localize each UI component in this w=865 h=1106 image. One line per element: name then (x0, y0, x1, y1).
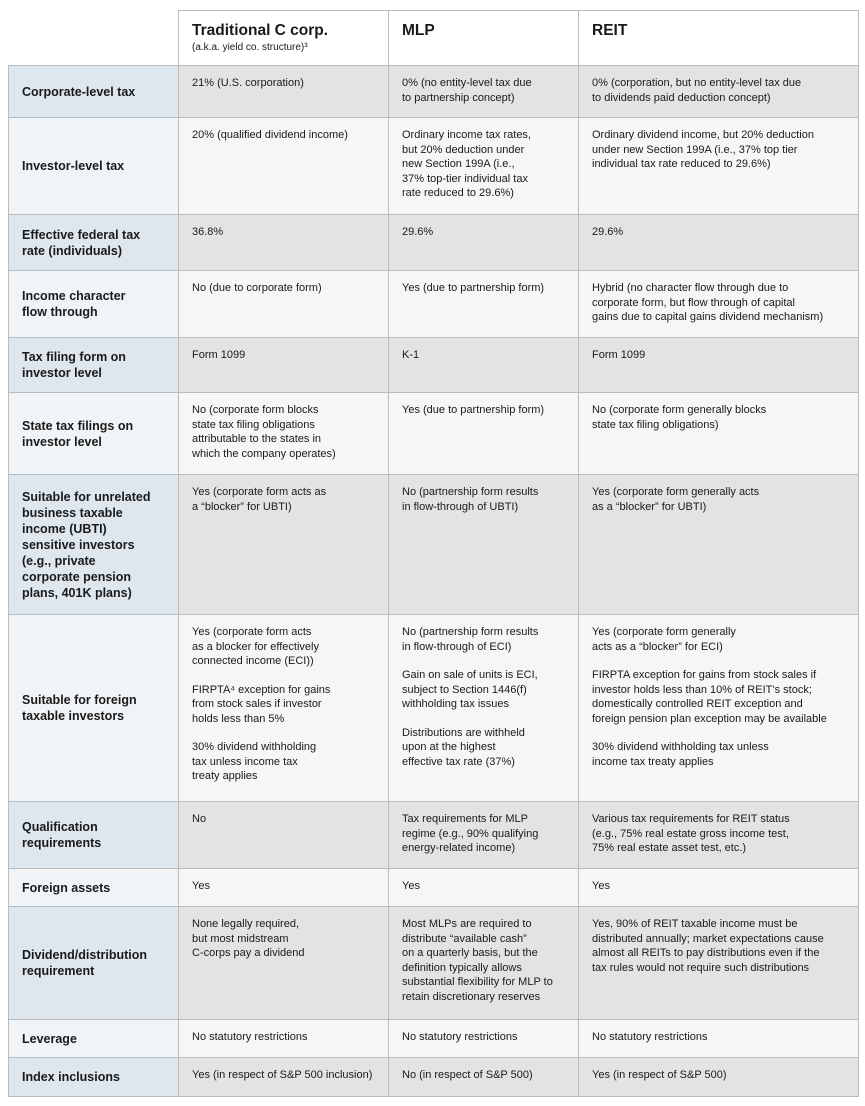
cell-paragraph (402, 225, 570, 240)
cell-paragraph (402, 812, 570, 856)
cell-text-line: tax rules would not require such distributions (592, 961, 810, 974)
reit-cell (579, 66, 859, 118)
cell-text-line: under new Section 199A (i.e., 37% top tier (592, 143, 798, 156)
cell-text-line: 29.6% (402, 226, 434, 238)
header-row (9, 11, 859, 66)
c-corp-cell (179, 66, 389, 118)
cell-text-line: domestically controlled REIT exception and (592, 698, 803, 710)
c-corp-cell (179, 615, 389, 802)
row-label (9, 1058, 179, 1097)
cell-paragraph (192, 1030, 380, 1045)
cell-text-line: Hybrid (no character flow through due to (592, 282, 789, 294)
reit-cell (579, 393, 859, 475)
row-label-line: income (UBTI) (22, 521, 107, 536)
cell-text-line: treaty applies (192, 770, 258, 782)
cell-text-line: distribute “available cash” (402, 932, 527, 945)
cell-text-line: 0% (no entity-level tax due (402, 77, 532, 89)
cell-text-line: subject to Section 1446(f) (402, 683, 527, 696)
reit-cell (579, 1020, 859, 1058)
row-label (9, 475, 179, 615)
cell-text-line: Distributions are withheld (402, 726, 525, 739)
row-label-line: Investor-level tax (22, 159, 125, 173)
cell-text-line: in flow-through of ECI) (402, 640, 512, 653)
cell-text-line: gains due to capital gains dividend mechanism) (592, 311, 824, 323)
table-row (9, 338, 859, 393)
c-corp-cell (179, 1058, 389, 1097)
cell-paragraph (402, 1030, 570, 1045)
cell-text-line: but 20% deduction under (402, 143, 525, 156)
c-corp-cell (179, 118, 389, 215)
mlp-cell (389, 615, 579, 802)
cell-text-line: K-1 (402, 349, 420, 361)
cell-paragraph (192, 1068, 380, 1083)
c-corp-cell (179, 802, 389, 869)
cell-paragraph (592, 917, 850, 975)
cell-text-line: FIRPTA exception for gains from stock sales if (592, 669, 817, 681)
mlp-cell (389, 1020, 579, 1058)
cell-paragraph (402, 348, 570, 363)
row-label (9, 66, 179, 118)
mlp-cell (389, 271, 579, 338)
cell-paragraph (192, 683, 380, 727)
cell-text-line: income tax treaty applies (592, 755, 714, 768)
row-label-line: Index inclusions (22, 1070, 120, 1084)
cell-text-line: effective tax rate (37%) (402, 755, 515, 768)
c-corp-cell (179, 869, 389, 907)
table-row (9, 475, 859, 615)
cell-text-line: None legally required, (192, 918, 300, 930)
cell-text-line: Yes (192, 880, 210, 892)
cell-text-line: Ordinary dividend income, but 20% deduction (592, 129, 814, 141)
cell-text-line: No statutory restrictions (402, 1031, 518, 1043)
header-c-corp (179, 11, 389, 66)
cell-text-line: Gain on sale of units is ECI, (402, 669, 538, 681)
cell-text-line: No (192, 813, 207, 825)
cell-text-line: C-corps pay a dividend (192, 947, 305, 959)
cell-text-line: attributable to the states in (192, 433, 322, 445)
cell-text-line: state tax filing obligations (192, 418, 315, 431)
cell-text-line: Yes (in respect of S&P 500) (592, 1069, 727, 1081)
cell-text-line: No (in respect of S&P 500) (402, 1069, 533, 1081)
mlp-cell (389, 118, 579, 215)
reit-cell (579, 907, 859, 1020)
cell-paragraph (592, 625, 850, 654)
cell-text-line: regime (e.g., 90% qualifying (402, 827, 539, 840)
cell-paragraph (592, 879, 850, 894)
cell-text-line: No (corporate form generally blocks (592, 404, 767, 416)
cell-text-line: new Section 199A (i.e., (402, 158, 515, 170)
table-row (9, 215, 859, 271)
mlp-cell (389, 66, 579, 118)
cell-paragraph (592, 128, 850, 172)
table-row (9, 393, 859, 475)
cell-text-line: corporate form, but flow through of capital (592, 296, 795, 309)
row-label-line: Corporate-level tax (22, 84, 136, 99)
cell-paragraph (402, 726, 570, 770)
cell-text-line: 37% top-tier individual tax (402, 172, 528, 185)
row-label (9, 215, 179, 271)
cell-text-line: holds less than 5% (192, 712, 285, 725)
row-label (9, 615, 179, 802)
mlp-cell (389, 215, 579, 271)
cell-paragraph (402, 1068, 570, 1083)
row-label-line: Foreign assets (22, 880, 111, 895)
cell-text-line: which the company operates) (192, 447, 336, 460)
c-corp-cell (179, 338, 389, 393)
cell-text-line: Form 1099 (592, 349, 646, 361)
cell-paragraph (592, 740, 850, 769)
cell-text-line: No (partnership form results (402, 486, 539, 498)
cell-text-line: Ordinary income tax rates, (402, 129, 531, 141)
row-label-line: Suitable for unrelated (22, 489, 151, 504)
cell-paragraph (592, 1030, 850, 1045)
cell-paragraph (192, 403, 380, 461)
c-corp-cell (179, 393, 389, 475)
row-label (9, 869, 179, 907)
row-label-line: requirement (22, 964, 95, 978)
cell-text-line: but most midstream (192, 932, 289, 945)
c-corp-cell (179, 1020, 389, 1058)
c-corp-cell (179, 907, 389, 1020)
cell-text-line: No (partnership form results (402, 626, 539, 638)
table-row (9, 615, 859, 802)
cell-text-line: as a blocker for effectively (192, 640, 319, 653)
cell-text-line: Yes, 90% of REIT taxable income must be (592, 918, 798, 930)
reit-cell (579, 271, 859, 338)
cell-text-line: Various tax requirements for REIT status (592, 813, 790, 825)
cell-text-line: 75% real estate asset test, etc.) (592, 842, 747, 854)
cell-paragraph (192, 76, 380, 91)
cell-text-line: connected income (ECI)) (192, 655, 314, 667)
cell-text-line: foreign pension plan exception may be available (592, 712, 827, 725)
row-label (9, 271, 179, 338)
cell-text-line: 21% (U.S. corporation) (192, 77, 304, 89)
cell-text-line: 20% (qualified dividend income) (192, 129, 348, 141)
cell-paragraph (402, 128, 570, 201)
cell-paragraph (402, 625, 570, 654)
cell-text-line: definition typically allows (402, 961, 522, 974)
reit-cell (579, 1058, 859, 1097)
cell-paragraph (592, 76, 850, 105)
cell-text-line: tax unless income tax (192, 755, 298, 768)
cell-text-line: 30% dividend withholding tax unless (592, 741, 769, 753)
header-c-corp-title: Traditional C corp. (192, 22, 329, 39)
row-label (9, 393, 179, 475)
table-body (9, 66, 859, 1097)
cell-text-line: No statutory restrictions (592, 1031, 708, 1043)
cell-paragraph (192, 485, 380, 514)
row-label (9, 1020, 179, 1058)
table-row (9, 66, 859, 118)
row-label-line: State tax filings on (22, 418, 134, 433)
cell-text-line: 36.8% (192, 226, 224, 238)
cell-text-line: FIRPTA⁴ exception for gains (192, 683, 331, 696)
cell-text-line: investor holds less than 10% of REIT’s stock; (592, 683, 812, 696)
cell-text-line: Most MLPs are required to (402, 918, 532, 930)
cell-text-line: 29.6% (592, 226, 624, 238)
cell-text-line: almost all REITs to pay distributions even if the (592, 947, 820, 959)
row-label (9, 338, 179, 393)
row-label-line: plans, 401K plans) (22, 585, 132, 600)
cell-paragraph (592, 281, 850, 325)
cell-paragraph (192, 812, 380, 827)
cell-text-line: as a “blocker” for UBTI) (592, 500, 707, 513)
cell-paragraph (402, 668, 570, 712)
cell-text-line: Form 1099 (192, 349, 246, 361)
cell-text-line: state tax filing obligations) (592, 418, 719, 431)
cell-paragraph (192, 225, 380, 240)
row-label-line: Suitable for foreign (22, 693, 137, 707)
row-label-line: corporate pension (22, 569, 132, 584)
c-corp-cell (179, 271, 389, 338)
cell-text-line: Yes (402, 880, 420, 892)
cell-text-line: Yes (in respect of S&P 500 inclusion) (192, 1069, 373, 1081)
row-label-line: sensitive investors (22, 537, 135, 552)
cell-text-line: individual tax rate reduced to 29.6%) (592, 158, 771, 170)
row-label-line: Dividend/distribution (22, 948, 147, 962)
mlp-cell (389, 869, 579, 907)
cell-paragraph (592, 1068, 850, 1083)
table-row (9, 869, 859, 907)
header-mlp (389, 11, 579, 66)
row-label-line: (e.g., private (22, 553, 96, 568)
cell-text-line: to dividends paid deduction concept) (592, 91, 771, 104)
cell-text-line: substantial flexibility for MLP to (402, 976, 553, 988)
cell-text-line: Yes (due to partnership form) (402, 404, 545, 416)
cell-text-line: No statutory restrictions (192, 1031, 308, 1043)
reit-cell (579, 215, 859, 271)
reit-cell (579, 802, 859, 869)
cell-paragraph (192, 917, 380, 961)
cell-text-line: in flow-through of UBTI) (402, 500, 519, 513)
row-label (9, 907, 179, 1020)
reit-cell (579, 475, 859, 615)
cell-paragraph (592, 348, 850, 363)
row-label-line: Tax filing form on (22, 350, 126, 364)
tax-comparison-table (8, 10, 859, 1097)
cell-text-line: (e.g., 75% real estate gross income test, (592, 827, 789, 840)
header-reit (579, 11, 859, 66)
cell-paragraph (192, 879, 380, 894)
cell-paragraph (592, 668, 850, 726)
cell-text-line: Yes (due to partnership form) (402, 282, 545, 294)
cell-paragraph (402, 76, 570, 105)
header-c-corp-subtitle: (a.k.a. yield co. structure)³ (192, 42, 308, 53)
row-label (9, 118, 179, 215)
cell-paragraph (592, 225, 850, 240)
row-label-line: requirements (22, 836, 102, 850)
cell-text-line: retain discretionary reserves (402, 990, 541, 1003)
mlp-cell (389, 802, 579, 869)
cell-paragraph (192, 625, 380, 669)
cell-text-line: withholding tax issues (402, 698, 510, 710)
cell-text-line: 0% (corporation, but no entity-level tax due (592, 77, 802, 89)
header-blank-cell (9, 11, 179, 66)
mlp-cell (389, 338, 579, 393)
table-row (9, 1058, 859, 1097)
cell-text-line: energy-related income) (402, 842, 516, 854)
cell-paragraph (592, 485, 850, 514)
row-label-line: flow through (22, 305, 98, 319)
cell-text-line: Yes (corporate form generally acts (592, 486, 760, 498)
mlp-cell (389, 393, 579, 475)
cell-paragraph (402, 281, 570, 296)
reit-cell (579, 118, 859, 215)
cell-text-line: 30% dividend withholding (192, 741, 317, 753)
table-row (9, 802, 859, 869)
mlp-cell (389, 907, 579, 1020)
header-reit-title: REIT (592, 22, 628, 39)
table-row (9, 1020, 859, 1058)
cell-text-line: acts as a “blocker” for ECI) (592, 640, 723, 653)
cell-text-line: Yes (corporate form generally (592, 626, 736, 638)
cell-text-line: a “blocker” for UBTI) (192, 500, 292, 513)
row-label-line: Income character (22, 289, 126, 303)
mlp-cell (389, 475, 579, 615)
reit-cell (579, 615, 859, 802)
row-label-line: investor level (22, 366, 102, 380)
cell-text-line: from stock sales if investor (192, 698, 322, 710)
cell-text-line: Tax requirements for MLP (402, 813, 528, 825)
mlp-cell (389, 1058, 579, 1097)
cell-paragraph (402, 917, 570, 1004)
row-label-line: business taxable (22, 505, 123, 520)
row-label (9, 802, 179, 869)
cell-text-line: No (corporate form blocks (192, 404, 319, 416)
cell-text-line: rate reduced to 29.6%) (402, 187, 514, 199)
cell-text-line: on a quarterly basis, but the (402, 947, 538, 959)
cell-text-line: Yes (592, 880, 610, 892)
cell-paragraph (192, 128, 380, 143)
row-label-line: taxable investors (22, 709, 125, 723)
cell-text-line: to partnership concept) (402, 91, 515, 104)
cell-paragraph (192, 281, 380, 296)
row-label-line: Leverage (22, 1031, 77, 1046)
cell-text-line: distributed annually; market expectations cause (592, 932, 824, 945)
cell-paragraph (192, 348, 380, 363)
cell-paragraph (402, 485, 570, 514)
row-label-line: Qualification (22, 820, 98, 834)
cell-text-line: upon at the highest (402, 741, 496, 753)
table-row (9, 271, 859, 338)
cell-paragraph (192, 740, 380, 784)
cell-paragraph (592, 812, 850, 856)
reit-cell (579, 869, 859, 907)
row-label-line: rate (individuals) (22, 243, 123, 258)
c-corp-cell (179, 475, 389, 615)
cell-paragraph (402, 879, 570, 894)
reit-cell (579, 338, 859, 393)
header-mlp-title: MLP (402, 22, 435, 39)
row-label-line: investor level (22, 434, 102, 449)
table-row (9, 118, 859, 215)
cell-text-line: No (due to corporate form) (192, 282, 322, 294)
c-corp-cell (179, 215, 389, 271)
table-row (9, 907, 859, 1020)
cell-text-line: Yes (corporate form acts (192, 626, 312, 638)
cell-paragraph (592, 403, 850, 432)
cell-paragraph (402, 403, 570, 418)
cell-text-line: Yes (corporate form acts as (192, 486, 327, 498)
row-label-line: Effective federal tax (22, 227, 141, 242)
